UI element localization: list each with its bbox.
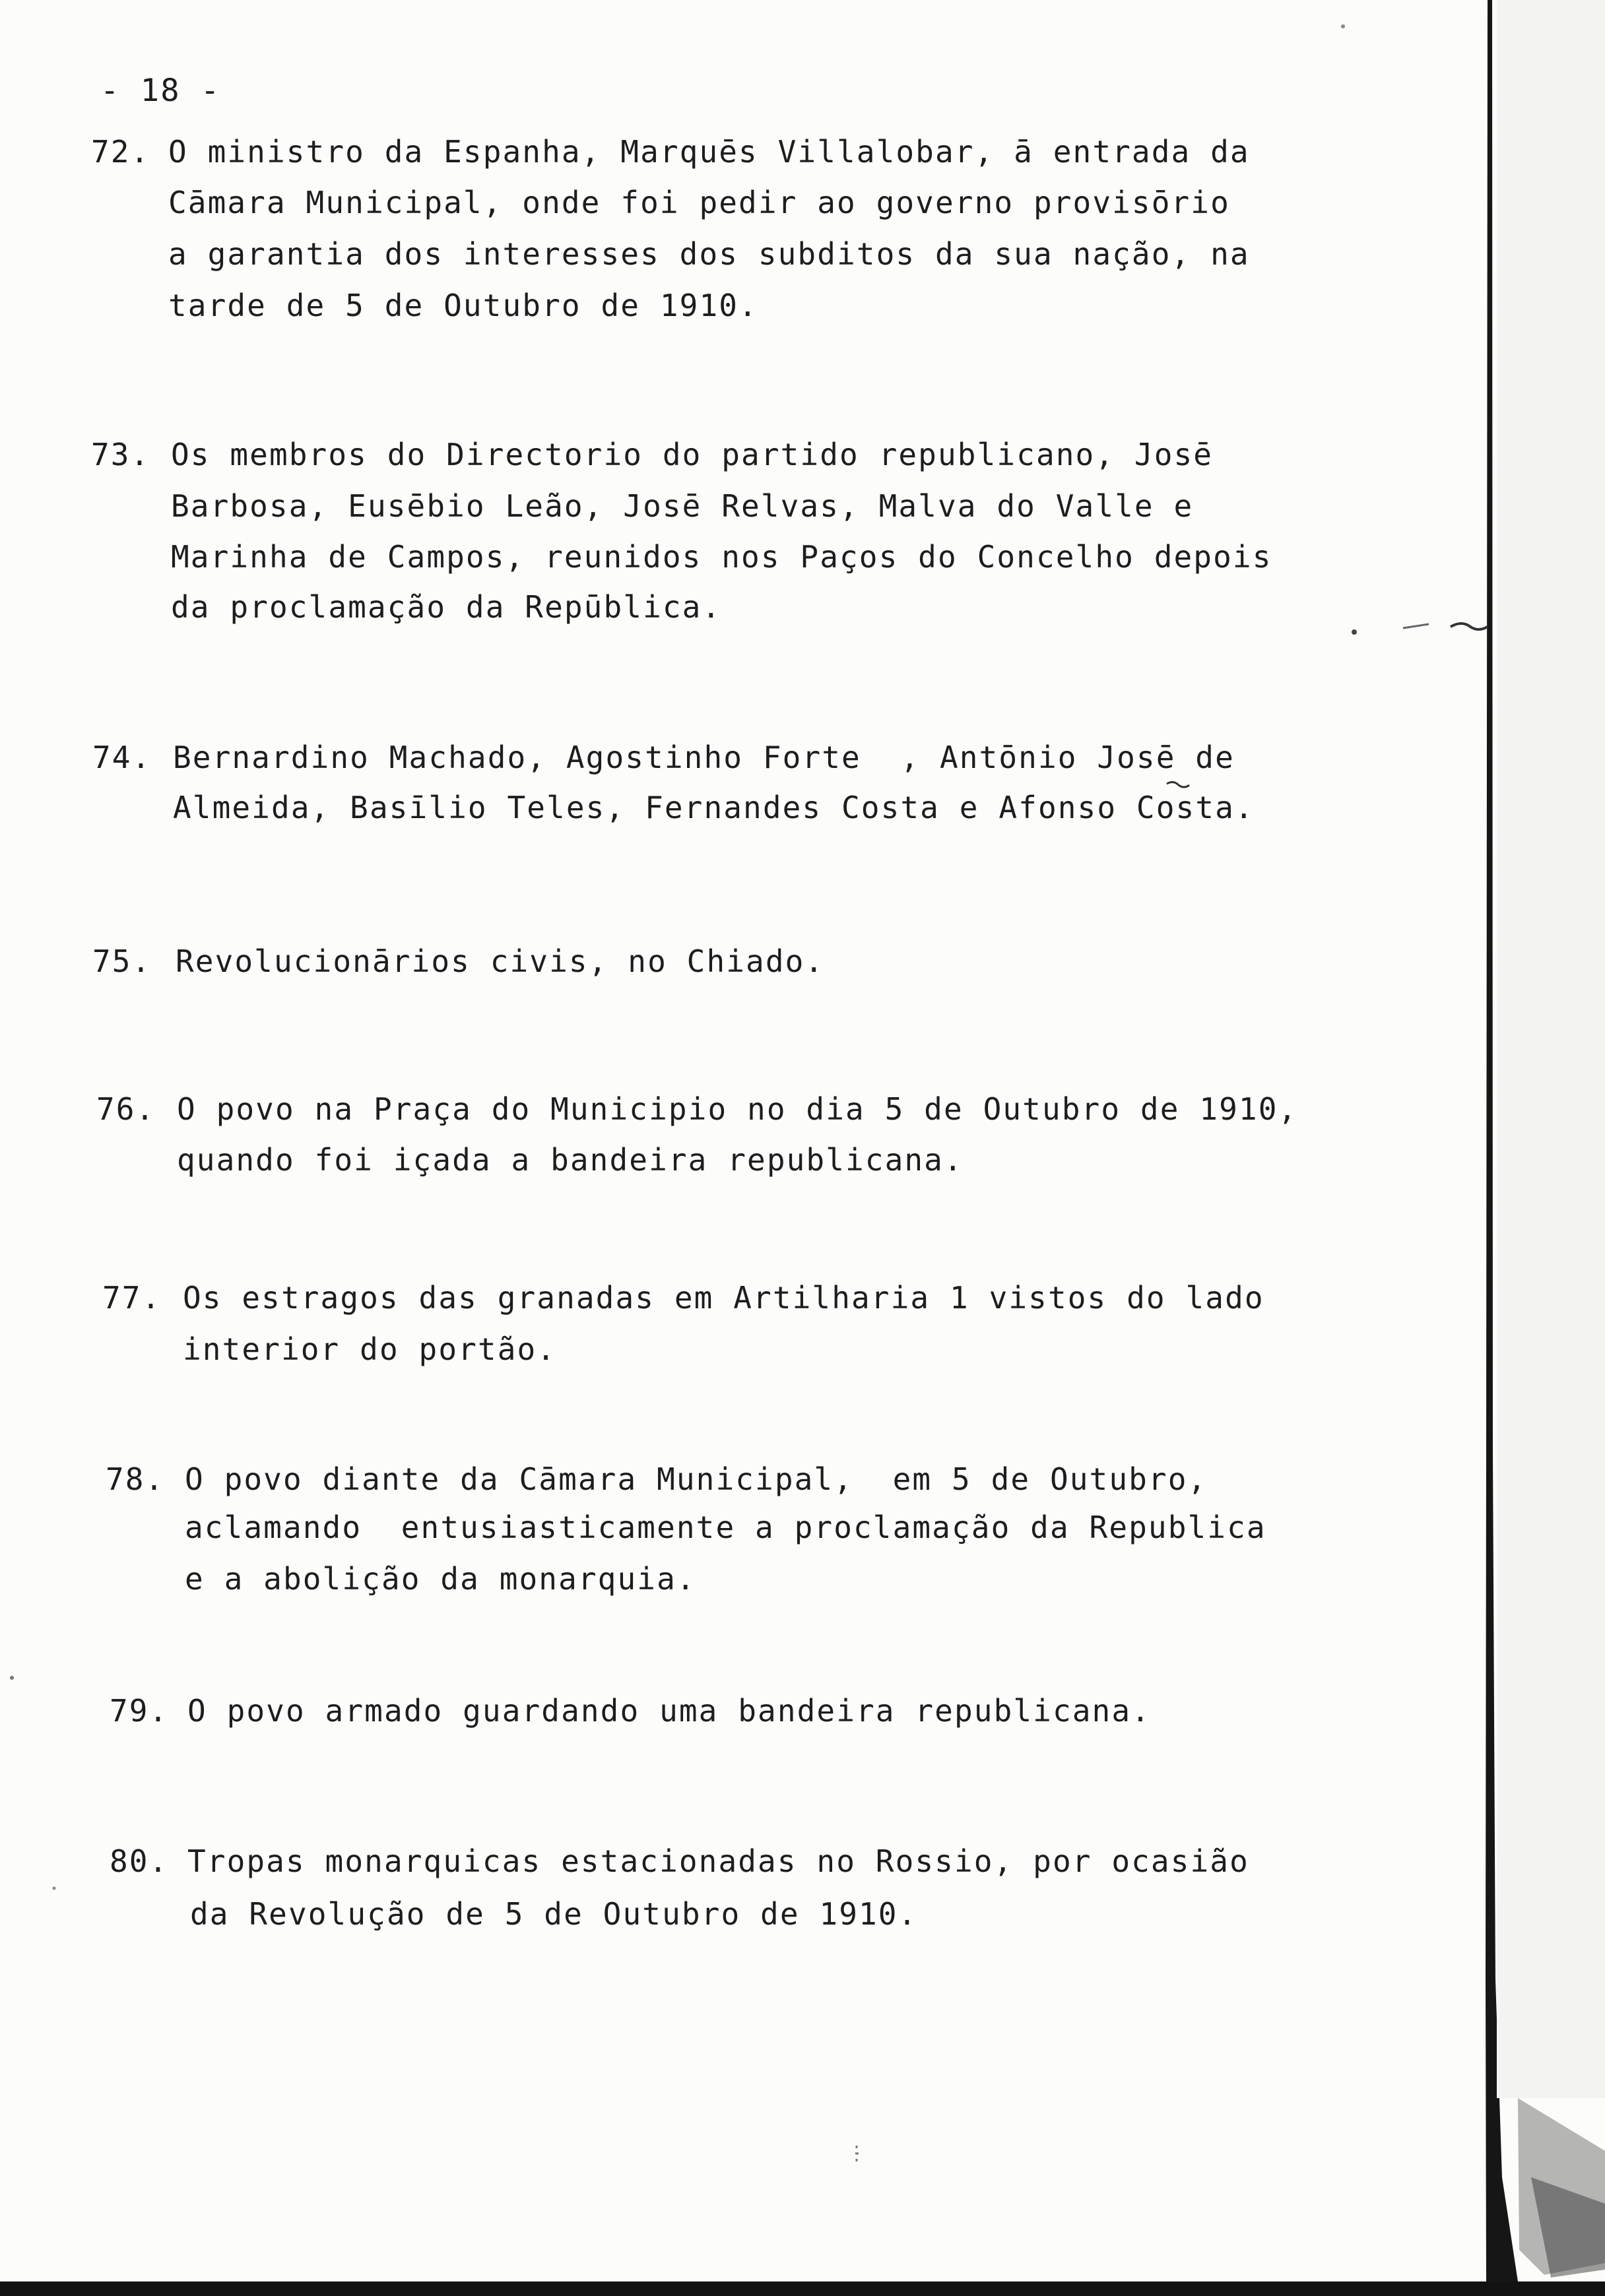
entry-line: e a abolição da monarquia. (185, 1561, 696, 1597)
entry-line: Bernardino Machado, Agostinho Forte , Antōnio Josē de (173, 740, 1235, 775)
entry-line: aclamando entusiasticamente a proclamação da Republica (185, 1510, 1266, 1545)
entry-number: 72. (91, 134, 150, 170)
entry-line: da Revolução de 5 de Outubro de 1910. (190, 1896, 918, 1932)
entry-number: 78. (106, 1461, 165, 1497)
scan-corner-shadow (1518, 2098, 1605, 2275)
entry-line: Tropas monarquicas estacionadas no Rossio, por ocasião (187, 1843, 1249, 1879)
entry-line: Cāmara Municipal, onde foi pedir ao governo provisōrio (168, 185, 1230, 220)
scan-artifact (1403, 624, 1429, 628)
entry-number: 75. (92, 943, 152, 979)
scan-artifact (1167, 782, 1189, 787)
scan-artifact (1352, 629, 1357, 635)
scan-corner-shadow-dark (1531, 2177, 1605, 2278)
entry-line: Marinha de Campos, reunidos nos Paços do Concelho depois (171, 539, 1272, 575)
entry-number: 76. (96, 1091, 156, 1127)
scan-artifact (53, 1887, 56, 1890)
right-margin-tone (1497, 0, 1605, 2098)
scan-artifact (10, 1676, 14, 1680)
entry-line: tarde de 5 de Outubro de 1910. (168, 288, 758, 323)
entry-line: interior do portão. (183, 1331, 557, 1367)
entry-line: Revolucionārios civis, no Chiado. (176, 943, 825, 979)
entry-line: a garantia dos interesses dos subditos da sua nação, na (168, 236, 1250, 272)
scan-artifact (1451, 623, 1488, 629)
entry-number: 73. (91, 437, 150, 472)
page-bottom-edge-shadow (0, 2281, 1605, 2296)
entry-number: 79. (110, 1693, 169, 1729)
entry-line: Barbosa, Eusēbio Leão, Josē Relvas, Malva do Valle e (171, 488, 1194, 524)
entry-line: quando foi içada a bandeira republicana. (177, 1142, 964, 1178)
page-number: - 18 - (100, 73, 221, 109)
entry-number: 80. (110, 1843, 169, 1879)
entry-number: 77. (102, 1280, 162, 1316)
entry-line: O povo diante da Cāmara Municipal, em 5 de Outubro, (185, 1461, 1208, 1497)
page-right-edge-shadow (1486, 0, 1518, 2281)
entry-line: O povo na Praça do Municipio no dia 5 de Outubro de 1910, (177, 1091, 1298, 1127)
entry-number: 74. (92, 740, 152, 775)
entry-line: da proclamação da Repūblica. (171, 589, 722, 625)
scan-artifact (1341, 24, 1345, 28)
scan-artifact (855, 2146, 859, 2161)
entry-line: Almeida, Basīlio Teles, Fernandes Costa e Afonso Costa. (173, 790, 1255, 825)
entry-line: Os membros do Directorio do partido republicano, Josē (171, 437, 1214, 472)
entry-line: O povo armado guardando uma bandeira republicana. (187, 1693, 1151, 1729)
entry-line: O ministro da Espanha, Marquēs Villalobar, ā entrada da (168, 134, 1250, 170)
entry-line: Os estragos das granadas em Artilharia 1 vistos do lado (183, 1280, 1264, 1316)
